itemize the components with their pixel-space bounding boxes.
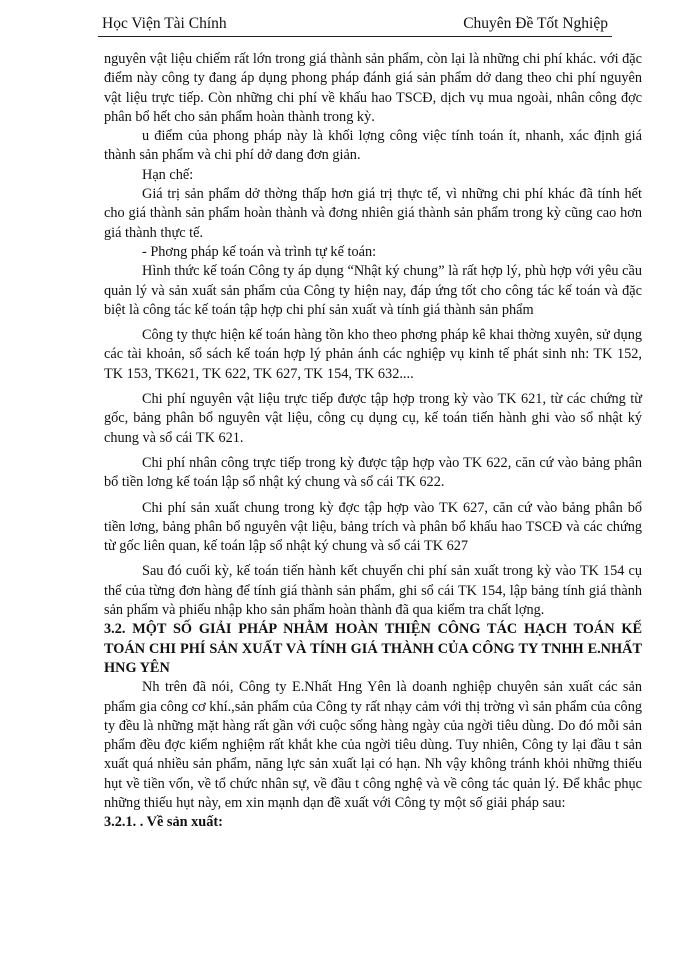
page-header bbox=[98, 12, 612, 37]
body-text bbox=[104, 50, 642, 833]
paragraph: Giá trị sản phẩm dở thờng thấp hơn giá trị thực tế, vì những chi phí khác đã tính hết cho giá thành sản phẩm hoàn thành và đơng nhiên giá thành sản phẩm trong kỳ cũng cao hơn giá thành thực tế. bbox=[104, 186, 642, 241]
paragraph: Chi phí sản xuất chung trong kỳ đợc tập hợp vào TK 627, căn cứ vào bảng phân bổ tiền lơng, bảng phân bổ nguyên vật liệu, bảng trích và phân bổ khấu hao TSCĐ và các chứng từ gốc liên quan, kế toán lập sổ nhật ký chung và sổ cái TK 627 bbox=[104, 499, 642, 555]
section-title: 3.2. MỘT SỐ GIẢI PHÁP NHẰM HOÀN THIỆN CÔNG TÁC HẠCH TOÁN KẾ TOÁN CHI PHÍ SẢN XUẤT VÀ TÍNH GIÁ THÀNH CỦA CÔNG TY TNHH E.NHẤT HNG YÊN bbox=[104, 621, 642, 676]
subsection-title: 3.2.1. . Về sản xuất: bbox=[104, 814, 223, 831]
paragraph: u điểm của phong pháp này là khối lợng công việc tính toán ít, nhanh, xác định giá thành sản phẩm và chi phí dở dang đơn giản. bbox=[104, 128, 642, 164]
paragraph: Sau đó cuối kỳ, kế toán tiến hành kết chuyển chi phí sản xuất trong kỳ vào TK 154 cụ thể của từng đơn hàng để tính giá thành sản phẩm, ghi sổ cái TK 154, lập bảng tính giá thành sản phẩm và phiếu nhập kho sản phẩm hoàn thành đã qua kiểm tra chất lợng. bbox=[104, 563, 642, 619]
header-right-title: Chuyên Đề Tốt Nghiệp bbox=[463, 15, 608, 32]
paragraph: Chi phí nhân công trực tiếp trong kỳ được tập hợp vào TK 622, căn cứ vào bảng phân bổ tiền lơng kế toán lập sổ nhật ký chung và sổ cái TK 622. bbox=[104, 454, 642, 491]
paragraph: nguyên vật liệu chiếm rất lớn trong giá thành sản phẩm, còn lại là những chi phí khác. với đặc điểm này công ty đang áp dụng phong pháp đánh giá sản phẩm dở dang theo chi phí nguyên vật liệu trực tiếp. Còn những chi phí về khấu hao TSCĐ, dịch vụ mua ngoài, nhân công đợc phân bổ hết cho sản phẩm hoàn thành trong kỳ. bbox=[104, 51, 642, 125]
header-left-title: Học Viện Tài Chính bbox=[102, 15, 227, 32]
paragraph: Hạn chế: bbox=[142, 166, 194, 183]
paragraph: Chi phí nguyên vật liệu trực tiếp được tập hợp trong kỳ vào TK 621, từ các chứng từ gốc, bảng phân bổ nguyên vật liệu, công cụ dụng cụ, kế toán tiến hành ghi vào sổ nhật ký chung và sổ cái TK 621. bbox=[104, 391, 642, 446]
paragraph: Công ty thực hiện kế toán hàng tồn kho theo phơng pháp kê khai thờng xuyên, sử dụng các tài khoản, sổ sách kế toán hợp lý phản ánh các nghiệp vụ kinh tế phát sinh nh: TK 152, TK 153, TK621, TK 622, TK 627, TK 154, TK 632.... bbox=[104, 327, 642, 382]
paragraph: - Phơng pháp kế toán và trình tự kế toán: bbox=[142, 243, 377, 260]
paragraph: Hình thức kế toán Công ty áp dụng “Nhật ký chung” là rất hợp lý, phù hợp với yêu cầu quản lý và sản xuất sản phẩm của Công ty hiện nay, đáp ứng tốt cho công tác kế toán và đặc biệt là công tác kế toán tập hợp chi phí sản xuất và tính giá thành sản phẩm bbox=[104, 263, 642, 318]
paragraph: Nh trên đã nói, Công ty E.Nhất Hng Yên là doanh nghiệp chuyên sản xuất các sản phẩm gia công cơ khí.,sản phẩm của Công ty rất nhạy cảm với thị trờng vì sản phẩm của công ty đều là những mặt hàng rất gần với cuộc sống hàng ngày của ngời tiêu dùng. Do đó mỗi sản phẩm đều đợc kiểm nghiệm rất khắt khe của ngời tiêu dùng. Tuy nhiên, Công ty lại đầu t sản xuất quá nhiều sản phẩm, năng lực sản xuất lại có hạn. Nh vậy không tránh khỏi những thiếu hụt về tiền vốn, về tổ chức nhân sự, về đầu t công nghệ và về công tác quản lý. Để khắc phục những thiếu hụt này, em xin mạnh dạn đề xuất với Công ty một số giải pháp sau: bbox=[104, 679, 642, 811]
